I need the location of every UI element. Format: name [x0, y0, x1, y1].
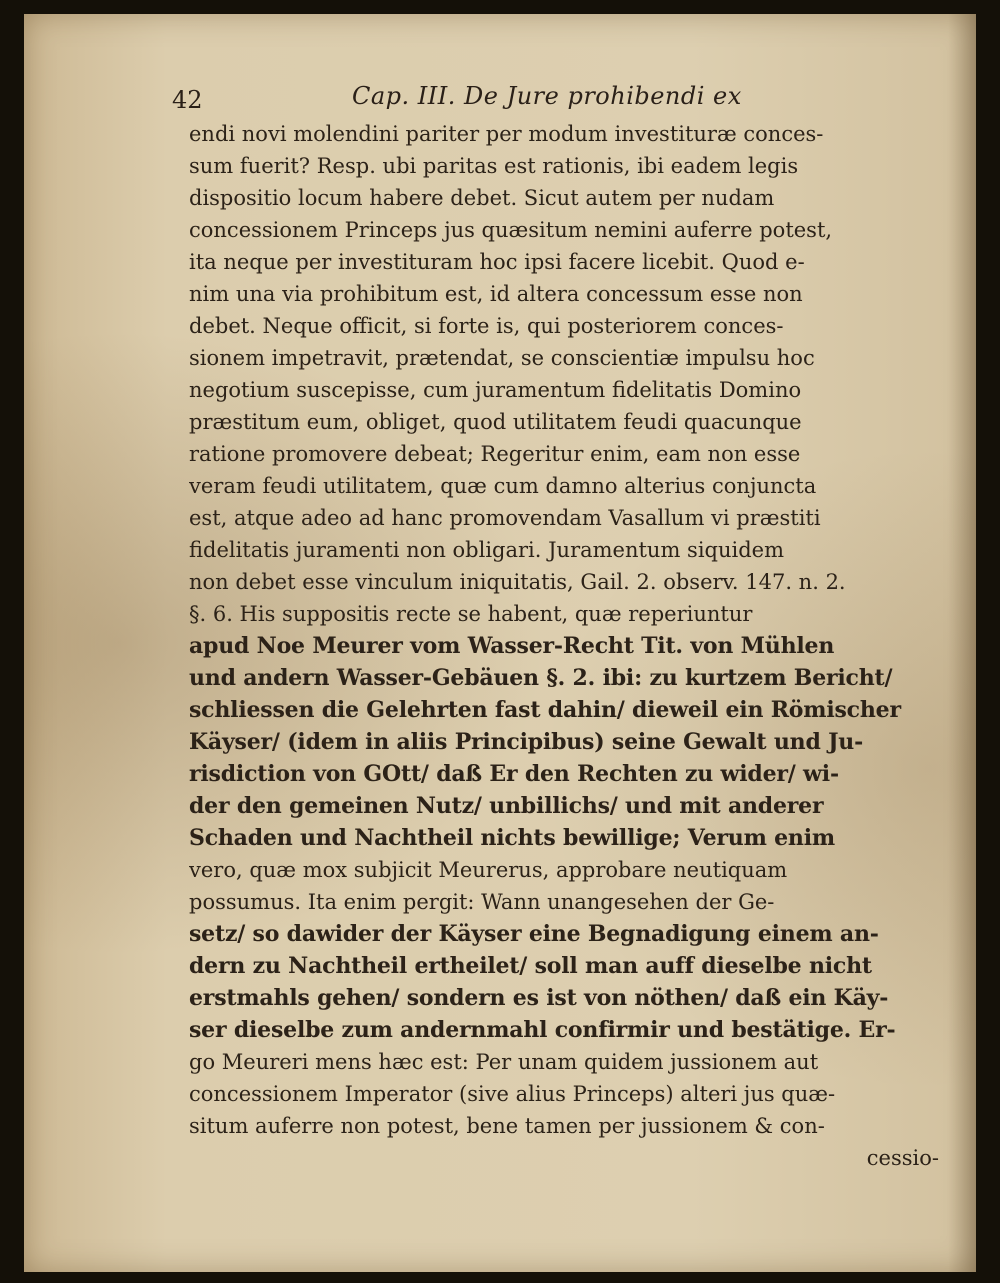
- text-line: sum fuerit? Resp. ubi paritas est rationis, ibi eadem legis: [189, 154, 799, 178]
- text-line: schliessen die Gelehrten fast dahin/ dieweil ein Römischer: [189, 697, 901, 723]
- text-line: erstmahls gehen/ sondern es ist von nöthen/ daß ein Käy-: [189, 985, 889, 1011]
- text-line: veram feudi utilitatem, quæ cum damno alterius conjuncta: [189, 474, 817, 498]
- text-line: Käyser/ (idem in aliis Principibus) seine Gewalt und Ju-: [189, 729, 864, 755]
- text-line: der den gemeinen Nutz/ unbillichs/ und mit anderer: [189, 793, 824, 819]
- text-line: ser dieselbe zum andernmahl confirmir und bestätige. Er-: [189, 1017, 896, 1043]
- text-line: concessionem Princeps jus quæsitum nemini auferre potest,: [189, 218, 833, 242]
- text-line: und andern Wasser-Gebäuen §. 2. ibi: zu kurtzem Bericht/: [189, 665, 893, 691]
- text-line: præstitum eum, obliget, quod utilitatem feudi quacunque: [189, 410, 802, 434]
- book-page: [24, 14, 976, 1272]
- text-line: non debet esse vinculum iniquitatis, Gail. 2. observ. 147. n. 2.: [189, 570, 846, 594]
- running-title: Cap. III. De Jure prohibendi ex: [352, 82, 742, 110]
- text-line: nim una via prohibitum est, id altera concessum esse non: [189, 282, 803, 306]
- text-line: dispositio locum habere debet. Sicut autem per nudam: [189, 186, 775, 210]
- catchword: cessio-: [866, 1146, 939, 1170]
- text-line: situm auferre non potest, bene tamen per jussionem & con-: [189, 1114, 825, 1138]
- text-line: est, atque adeo ad hanc promovendam Vasallum vi præstiti: [189, 506, 821, 530]
- body-text: [189, 118, 949, 1174]
- text-line: endi novi molendini pariter per modum investituræ conces-: [189, 122, 824, 146]
- text-line: vero, quæ mox subjicit Meurerus, approbare neutiquam: [189, 858, 788, 882]
- text-line: debet. Neque officit, si forte is, qui posteriorem conces-: [189, 314, 784, 338]
- text-line: ratione promovere debeat; Regeritur enim, eam non esse: [189, 442, 801, 466]
- text-line: risdiction von GOtt/ daß Er den Rechten zu wider/ wi-: [189, 761, 839, 787]
- text-line: concessionem Imperator (sive alius Princeps) alteri jus quæ-: [189, 1082, 836, 1106]
- text-line: dern zu Nachtheil ertheilet/ soll man auff dieselbe nicht: [189, 953, 872, 979]
- text-line: go Meureri mens hæc est: Per unam quidem jussionem aut: [189, 1050, 819, 1074]
- page-edge-shadow: [948, 14, 976, 1272]
- page-header: [172, 76, 872, 116]
- text-line: negotium suscepisse, cum juramentum fidelitatis Domino: [189, 378, 802, 402]
- text-line: apud Noe Meurer vom Wasser-Recht Tit. von Mühlen: [189, 633, 835, 659]
- text-line: sionem impetravit, prætendat, se conscientiæ impulsu hoc: [189, 346, 815, 370]
- text-line: ita neque per investituram hoc ipsi facere licebit. Quod e-: [189, 250, 805, 274]
- text-line: Schaden und Nachtheil nichts bewillige; Verum enim: [189, 825, 835, 851]
- page-number: 42: [172, 86, 203, 114]
- text-line: possumus. Ita enim pergit: Wann unangesehen der Ge-: [189, 890, 775, 914]
- text-line: fidelitatis juramenti non obligari. Juramentum siquidem: [189, 538, 785, 562]
- text-line: setz/ so dawider der Käyser eine Begnadigung einem an-: [189, 921, 879, 947]
- text-line: §. 6. His suppositis recte se habent, quæ reperiuntur: [189, 602, 753, 626]
